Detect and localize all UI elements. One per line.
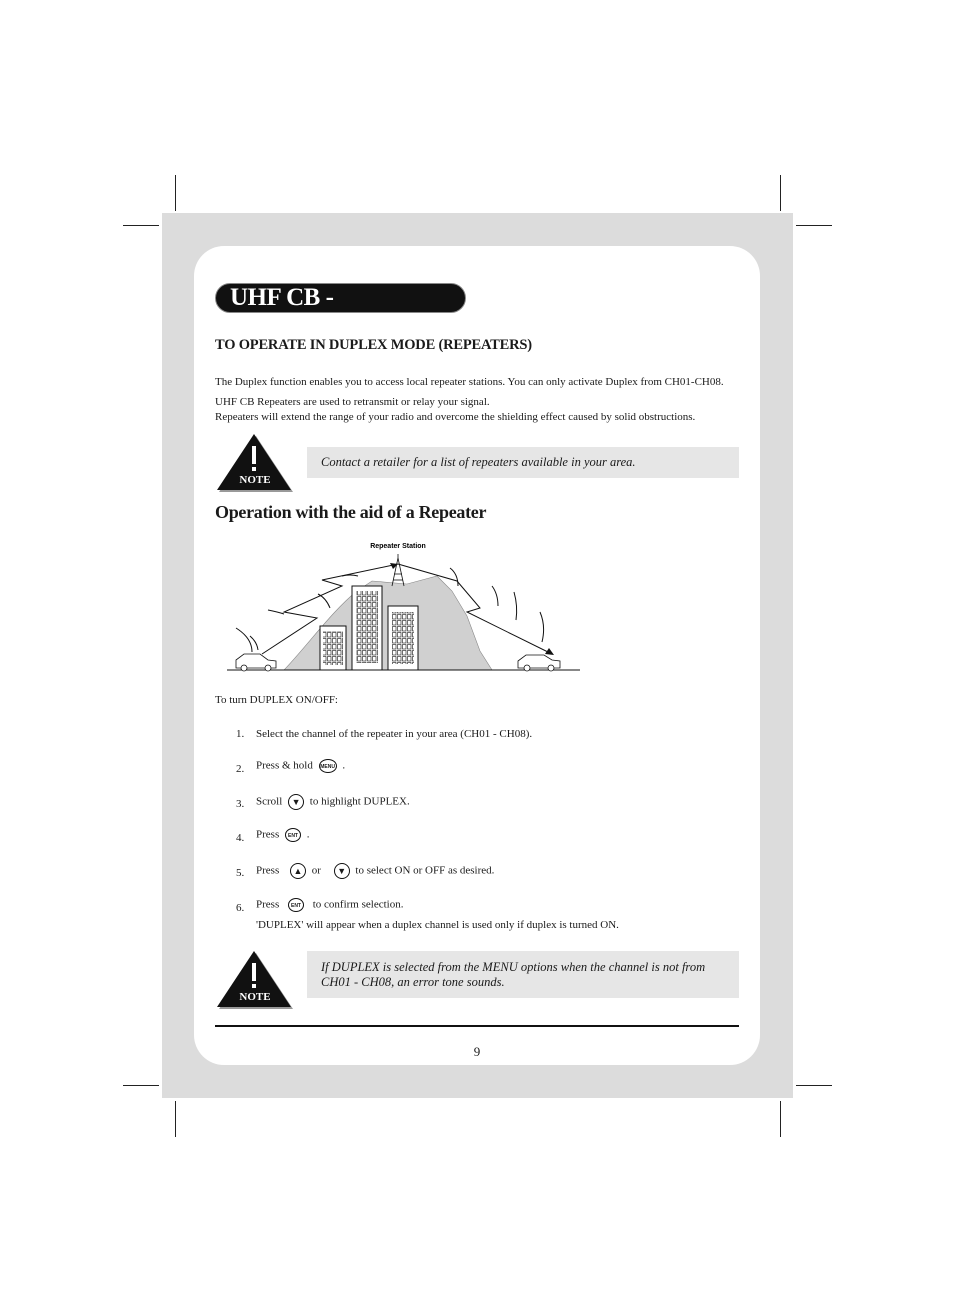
step-text: Press & hold MENU . [256,759,346,772]
warning-note-icon [214,949,294,1011]
intro-line-2: UHF CB Repeaters are used to retransmit or relay your signal. [215,396,490,408]
up-arrow-key-icon: ▲ [290,863,306,879]
step-text: Scroll ▼ to highlight DUPLEX. [256,794,410,810]
intro-line-1: The Duplex function enables you to access local repeater stations. You can only activate Duplex from CH01-CH08. [215,376,724,388]
repeater-station-label: Repeater Station [370,543,426,550]
note-label: NOTE [239,474,271,486]
note-text-1: Contact a retailer for a list of repeaters available in your area. [321,455,636,469]
toggle-intro: To turn DUPLEX ON/OFF: [215,694,338,706]
step-text: Press ▲ or ▼ to select ON or OFF as desired. [256,863,494,879]
note-label: NOTE [239,991,271,1003]
step-number: 1. [236,728,245,740]
subheading: Operation with the aid of a Repeater [215,502,487,522]
down-arrow-key-icon: ▼ [288,794,304,810]
page-number: 9 [473,1044,481,1059]
step-text: Select the channel of the repeater in your area (CH01 - CH08). [256,728,533,740]
note-box-1 [307,447,739,478]
step-number: 4. [236,832,245,844]
ent-key-icon: ENT [285,828,301,842]
crop-mark [780,175,781,211]
car-icon [236,654,276,671]
crop-mark [175,1101,176,1137]
step-number: 5. [236,867,245,879]
step-6-line-2: 'DUPLEX' will appear when a duplex channel is used only if duplex is turned ON. [256,919,619,931]
crop-mark [123,1085,159,1086]
note-box-2 [307,951,739,998]
step-number: 3. [236,798,245,810]
step-text: Press ENT . [256,828,310,841]
step-number: 2. [236,763,245,775]
note-text-2-line-1: If DUPLEX is selected from the MENU options when the channel is not from [321,960,706,974]
repeater-diagram [222,536,584,676]
step-number: 6. [236,902,245,914]
crop-mark [796,1085,832,1086]
ent-key-icon: ENT [288,898,304,912]
section-heading: TO OPERATE IN DUPLEX MODE (REPEATERS) [215,337,532,353]
crop-mark [175,175,176,211]
page-title: UHF CB - OPERATION [215,283,466,313]
down-arrow-key-icon: ▼ [334,863,350,879]
menu-key-icon: MENU [319,759,337,773]
crop-mark [123,225,159,226]
repeater-tower-icon [392,554,404,586]
step-text: Press ENT to confirm selection. [256,898,404,911]
car-icon [518,655,560,671]
intro-line-3: Repeaters will extend the range of your radio and overcome the shielding effect caused by solid obstructions. [215,411,696,423]
footer-rule [215,1025,739,1027]
note-text-2-line-2: CH01 - CH08, an error tone sounds. [321,975,505,989]
warning-note-icon [214,432,294,494]
crop-mark [796,225,832,226]
crop-mark [780,1101,781,1137]
